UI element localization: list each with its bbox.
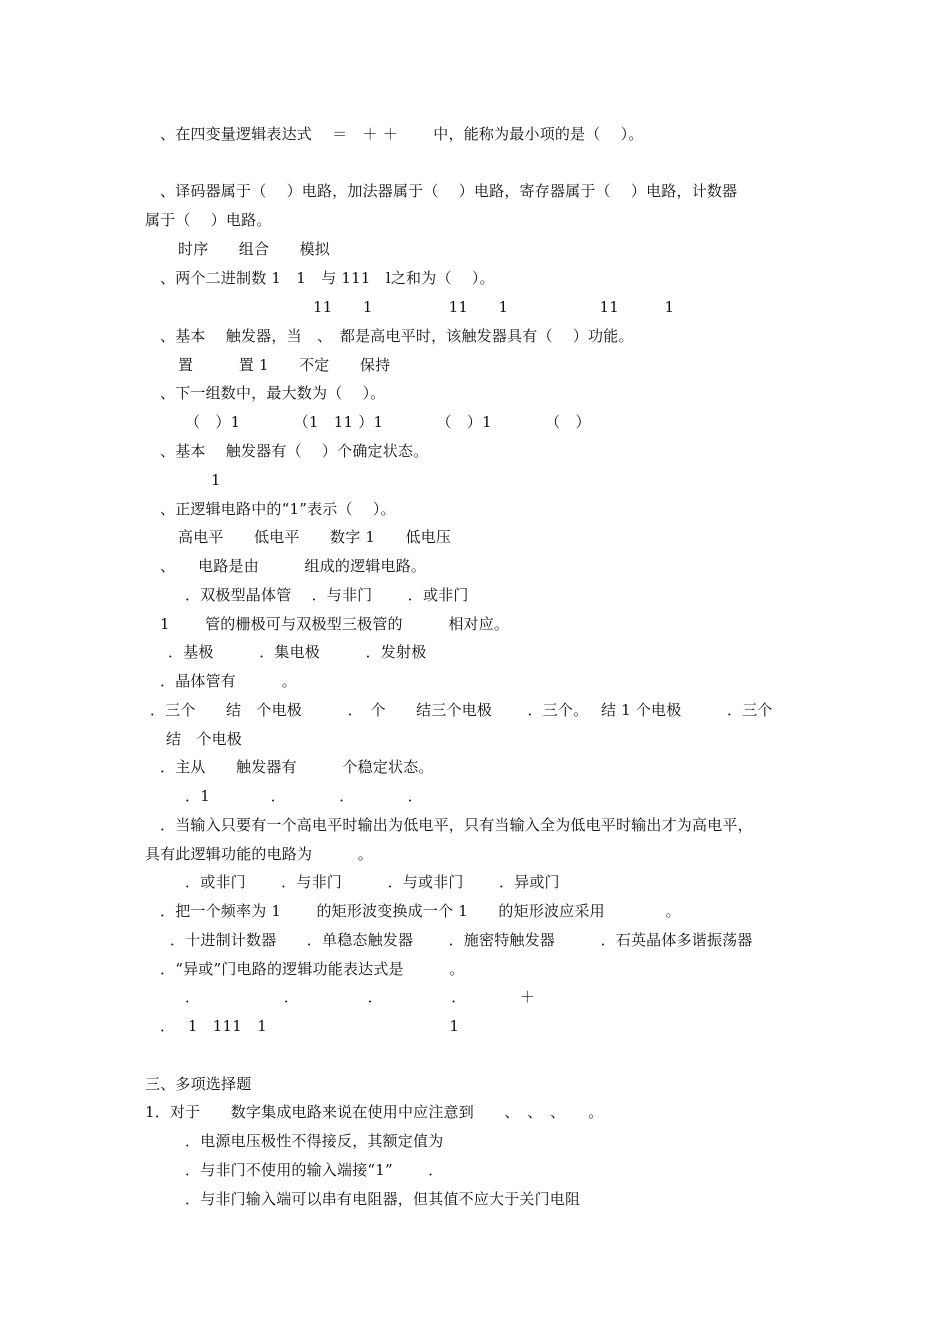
option-line: ．电源电压极性不得接反，其额定值为 <box>185 1132 444 1150</box>
option-line: 结 个电极 <box>166 730 243 748</box>
option-line: 1 <box>211 471 221 489</box>
option-line: 时序 组合 模拟 <box>178 240 331 258</box>
option-line: ．与非门不使用的输入端接“1” ． <box>185 1161 444 1179</box>
question-line: ．晶体管有 。 <box>160 672 297 690</box>
question-line: 、正逻辑电路中的“1”表示（ ）。 <box>160 500 396 518</box>
question-line: 、下一组数中，最大数为（ ）。 <box>160 384 386 402</box>
option-line: ．十进制计数器 ．单稳态触发器 ．施密特触发器 ．石英晶体多谐振荡器 <box>170 931 753 949</box>
option-line: ． ． ． ． ＋ <box>185 988 536 1006</box>
option-line: ．基极 ．集电极 ．发射极 <box>168 643 427 661</box>
section-heading: 三、多项选择题 <box>145 1075 252 1093</box>
question-line: 、译码器属于（ ）电路，加法器属于（ ）电路，寄存器属于（ ）电路，计数器 <box>160 182 738 200</box>
question-line: ．主从 触发器有 个稳定状态。 <box>160 758 434 776</box>
option-line: 高电平 低电平 数字 1 低电压 <box>178 528 452 546</box>
option-line: ．或非门 ．与非门 ．与或非门 ．异或门 <box>185 873 560 891</box>
question-line: 、基本 触发器有（ ）个确定状态。 <box>160 442 429 460</box>
question-line: 、基本 触发器，当 、 都是高电平时，该触发器具有（ ）功能。 <box>160 327 634 345</box>
question-line: ．当输入只要有一个高电平时输出为低电平，只有当输入全为低电平时输出才为高电平， <box>160 816 753 834</box>
question-line: 1．对于 数字集成电路来说在使用中应注意到 、 、 、 。 <box>145 1103 604 1121</box>
question-line: 、在四变量逻辑表达式 ＝ ＋ ＋ 中，能称为最小项的是（ ）。 <box>160 125 644 143</box>
question-line: ．“异或”门电路的逻辑功能表达式是 。 <box>160 960 465 978</box>
question-line: 、两个二进制数 1 1 与 111 l之和为（ ）。 <box>160 269 495 287</box>
option-line: 11 1 11 1 11 1 <box>313 298 675 316</box>
option-line: （ ）1 （1 11 ）1 （ ）1 （ ） <box>185 413 591 431</box>
option-line: ．三个 结 个电极 ． 个 结三个电极 ．三个。 结 1 个电极 ．三个 <box>150 701 773 719</box>
option-line: ．1 ． ． ． <box>185 787 423 805</box>
question-line: 、 电路是由 组成的逻辑电路。 <box>160 557 427 575</box>
question-line: ．把一个频率为 1 的矩形波变换成一个 1 的矩形波应采用 。 <box>160 902 681 920</box>
question-line: 具有此逻辑功能的电路为 。 <box>145 845 374 863</box>
option-line: ．双极型晶体管 ．与非门 ．或非门 <box>185 586 469 604</box>
option-line: 置 置 1 不定 保持 <box>178 356 391 374</box>
question-line: 属于（ ）电路。 <box>145 211 272 229</box>
option-line: ． 1 111 1 1 <box>160 1017 460 1035</box>
question-line: 1 管的栅极可与双极型三极管的 相对应。 <box>160 615 510 633</box>
option-line: ．与非门输入端可以串有电阻器，但其值不应大于关门电阻 <box>185 1190 581 1208</box>
